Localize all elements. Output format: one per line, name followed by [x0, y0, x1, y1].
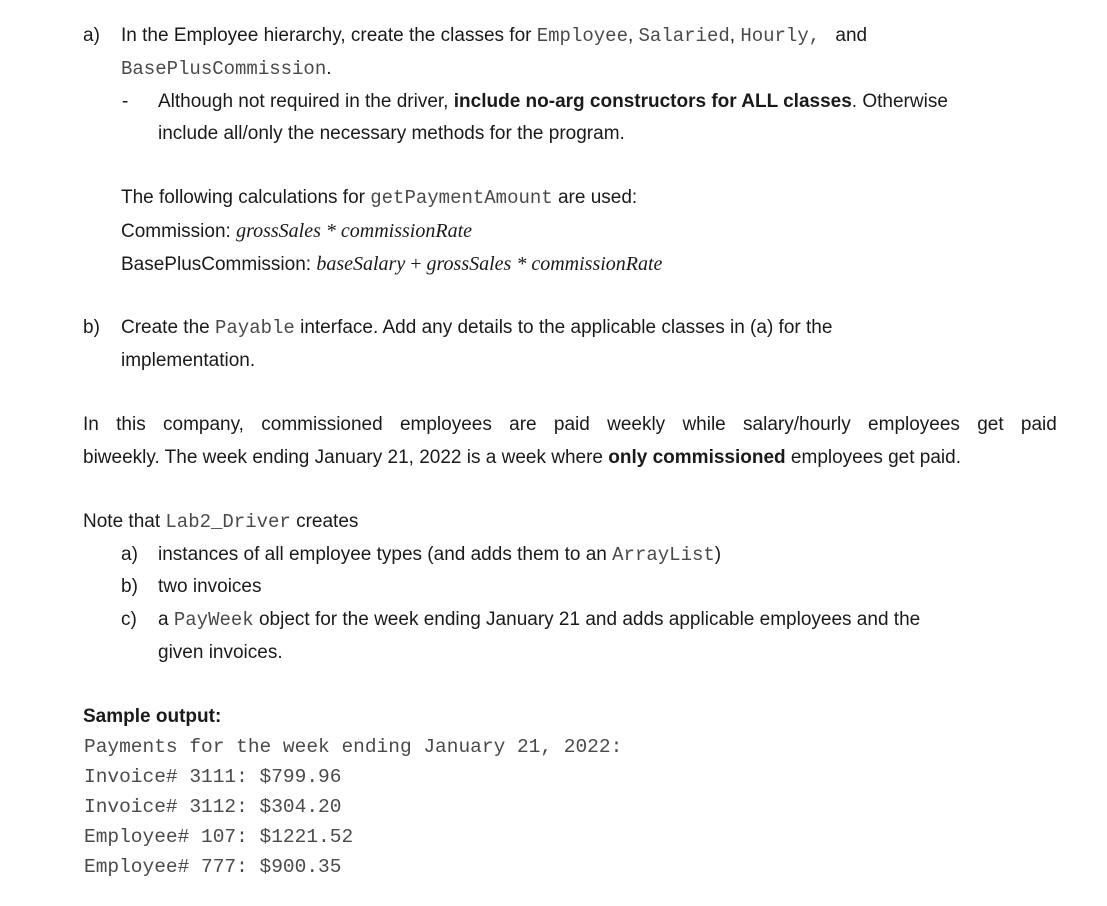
method-get-payment-amount: getPaymentAmount [370, 187, 553, 209]
part-b-marker: b) [83, 317, 100, 338]
sample-output-heading: Sample output: [83, 706, 222, 727]
paragraph-line2: biweekly. The week ending January 21, 2022 is a week where only commissioned employees get paid. [83, 447, 961, 468]
calc-intro: The following calculations for getPaymentAmount are used: [121, 187, 638, 209]
paragraph-word: paid [1020, 414, 1057, 435]
class-employee: Employee [536, 25, 628, 47]
bullet-line1: Although not required in the driver, include no-arg constructors for ALL classes. Otherwise [158, 91, 948, 112]
sample-output-line: Payments for the week ending January 21, 2022: [84, 736, 623, 758]
bullet-dash: - [122, 91, 129, 112]
paragraph-word: paid [553, 414, 590, 435]
commission-formula: grossSales * commissionRate [236, 220, 472, 242]
note-item-c: a PayWeek object for the week ending January 21 and adds applicable employees and the [158, 609, 921, 631]
arraylist-code: ArrayList [612, 544, 715, 566]
part-b-line1: Create the Payable interface. Add any details to the applicable classes in (a) for the [121, 317, 833, 339]
part-a-marker: a) [83, 25, 100, 46]
paragraph-word: employees [399, 414, 492, 435]
note-item-c-marker: c) [121, 609, 137, 630]
bullet-line2: include all/only the necessary methods for the program. [158, 123, 625, 144]
note-item-b: two invoices [158, 576, 262, 597]
commission-formula-line: Commission: grossSales * commissionRate [121, 220, 472, 242]
note-item-b-marker: b) [121, 576, 138, 597]
paragraph-bold: only commissioned [608, 447, 786, 468]
note-item-a-marker: a) [121, 544, 138, 565]
part-a-line2: BasePlusCommission. [121, 58, 332, 80]
class-base-plus-commission: BasePlusCommission [121, 58, 327, 80]
paragraph-word: In [83, 414, 99, 435]
paragraph-word: weekly [607, 414, 666, 435]
sample-output-line: Employee# 777: $900.35 [84, 856, 342, 878]
driver-class: Lab2_Driver [165, 511, 291, 533]
paragraph-word: are [509, 414, 537, 435]
sample-output-line: Invoice# 3111: $799.96 [84, 766, 342, 788]
paragraph-word: commissioned [261, 414, 383, 435]
bullet-bold-text: include no-arg constructors for ALL classes [453, 91, 852, 112]
paragraph-word: while [682, 414, 726, 435]
part-a-line1: In the Employee hierarchy, create the classes for Employee, Salaried, Hourly, and [121, 25, 868, 47]
note-item-a: instances of all employee types (and adds them to an ArrayList) [158, 544, 722, 566]
bpc-formula-line: BasePlusCommission: baseSalary + grossSales * commissionRate [121, 253, 663, 275]
sample-output-line: Employee# 107: $1221.52 [84, 826, 354, 848]
class-hourly: Hourly, [740, 25, 821, 47]
paragraph-word: this [116, 414, 146, 435]
sample-output-line: Invoice# 3112: $304.20 [84, 796, 342, 818]
paragraph-word: employees [868, 414, 960, 435]
note-item-c-line2: given invoices. [158, 642, 283, 663]
class-salaried: Salaried [638, 25, 730, 47]
note-line: Note that Lab2_Driver creates [83, 511, 359, 533]
paragraph-word: get [977, 414, 1004, 435]
paragraph-word: company, [163, 414, 244, 435]
payweek-code: PayWeek [173, 609, 254, 631]
paragraph-word: salary/hourly [743, 414, 851, 435]
interface-payable: Payable [215, 317, 295, 339]
part-b-line2: implementation. [121, 350, 256, 371]
paragraph-line1 [83, 412, 1057, 438]
